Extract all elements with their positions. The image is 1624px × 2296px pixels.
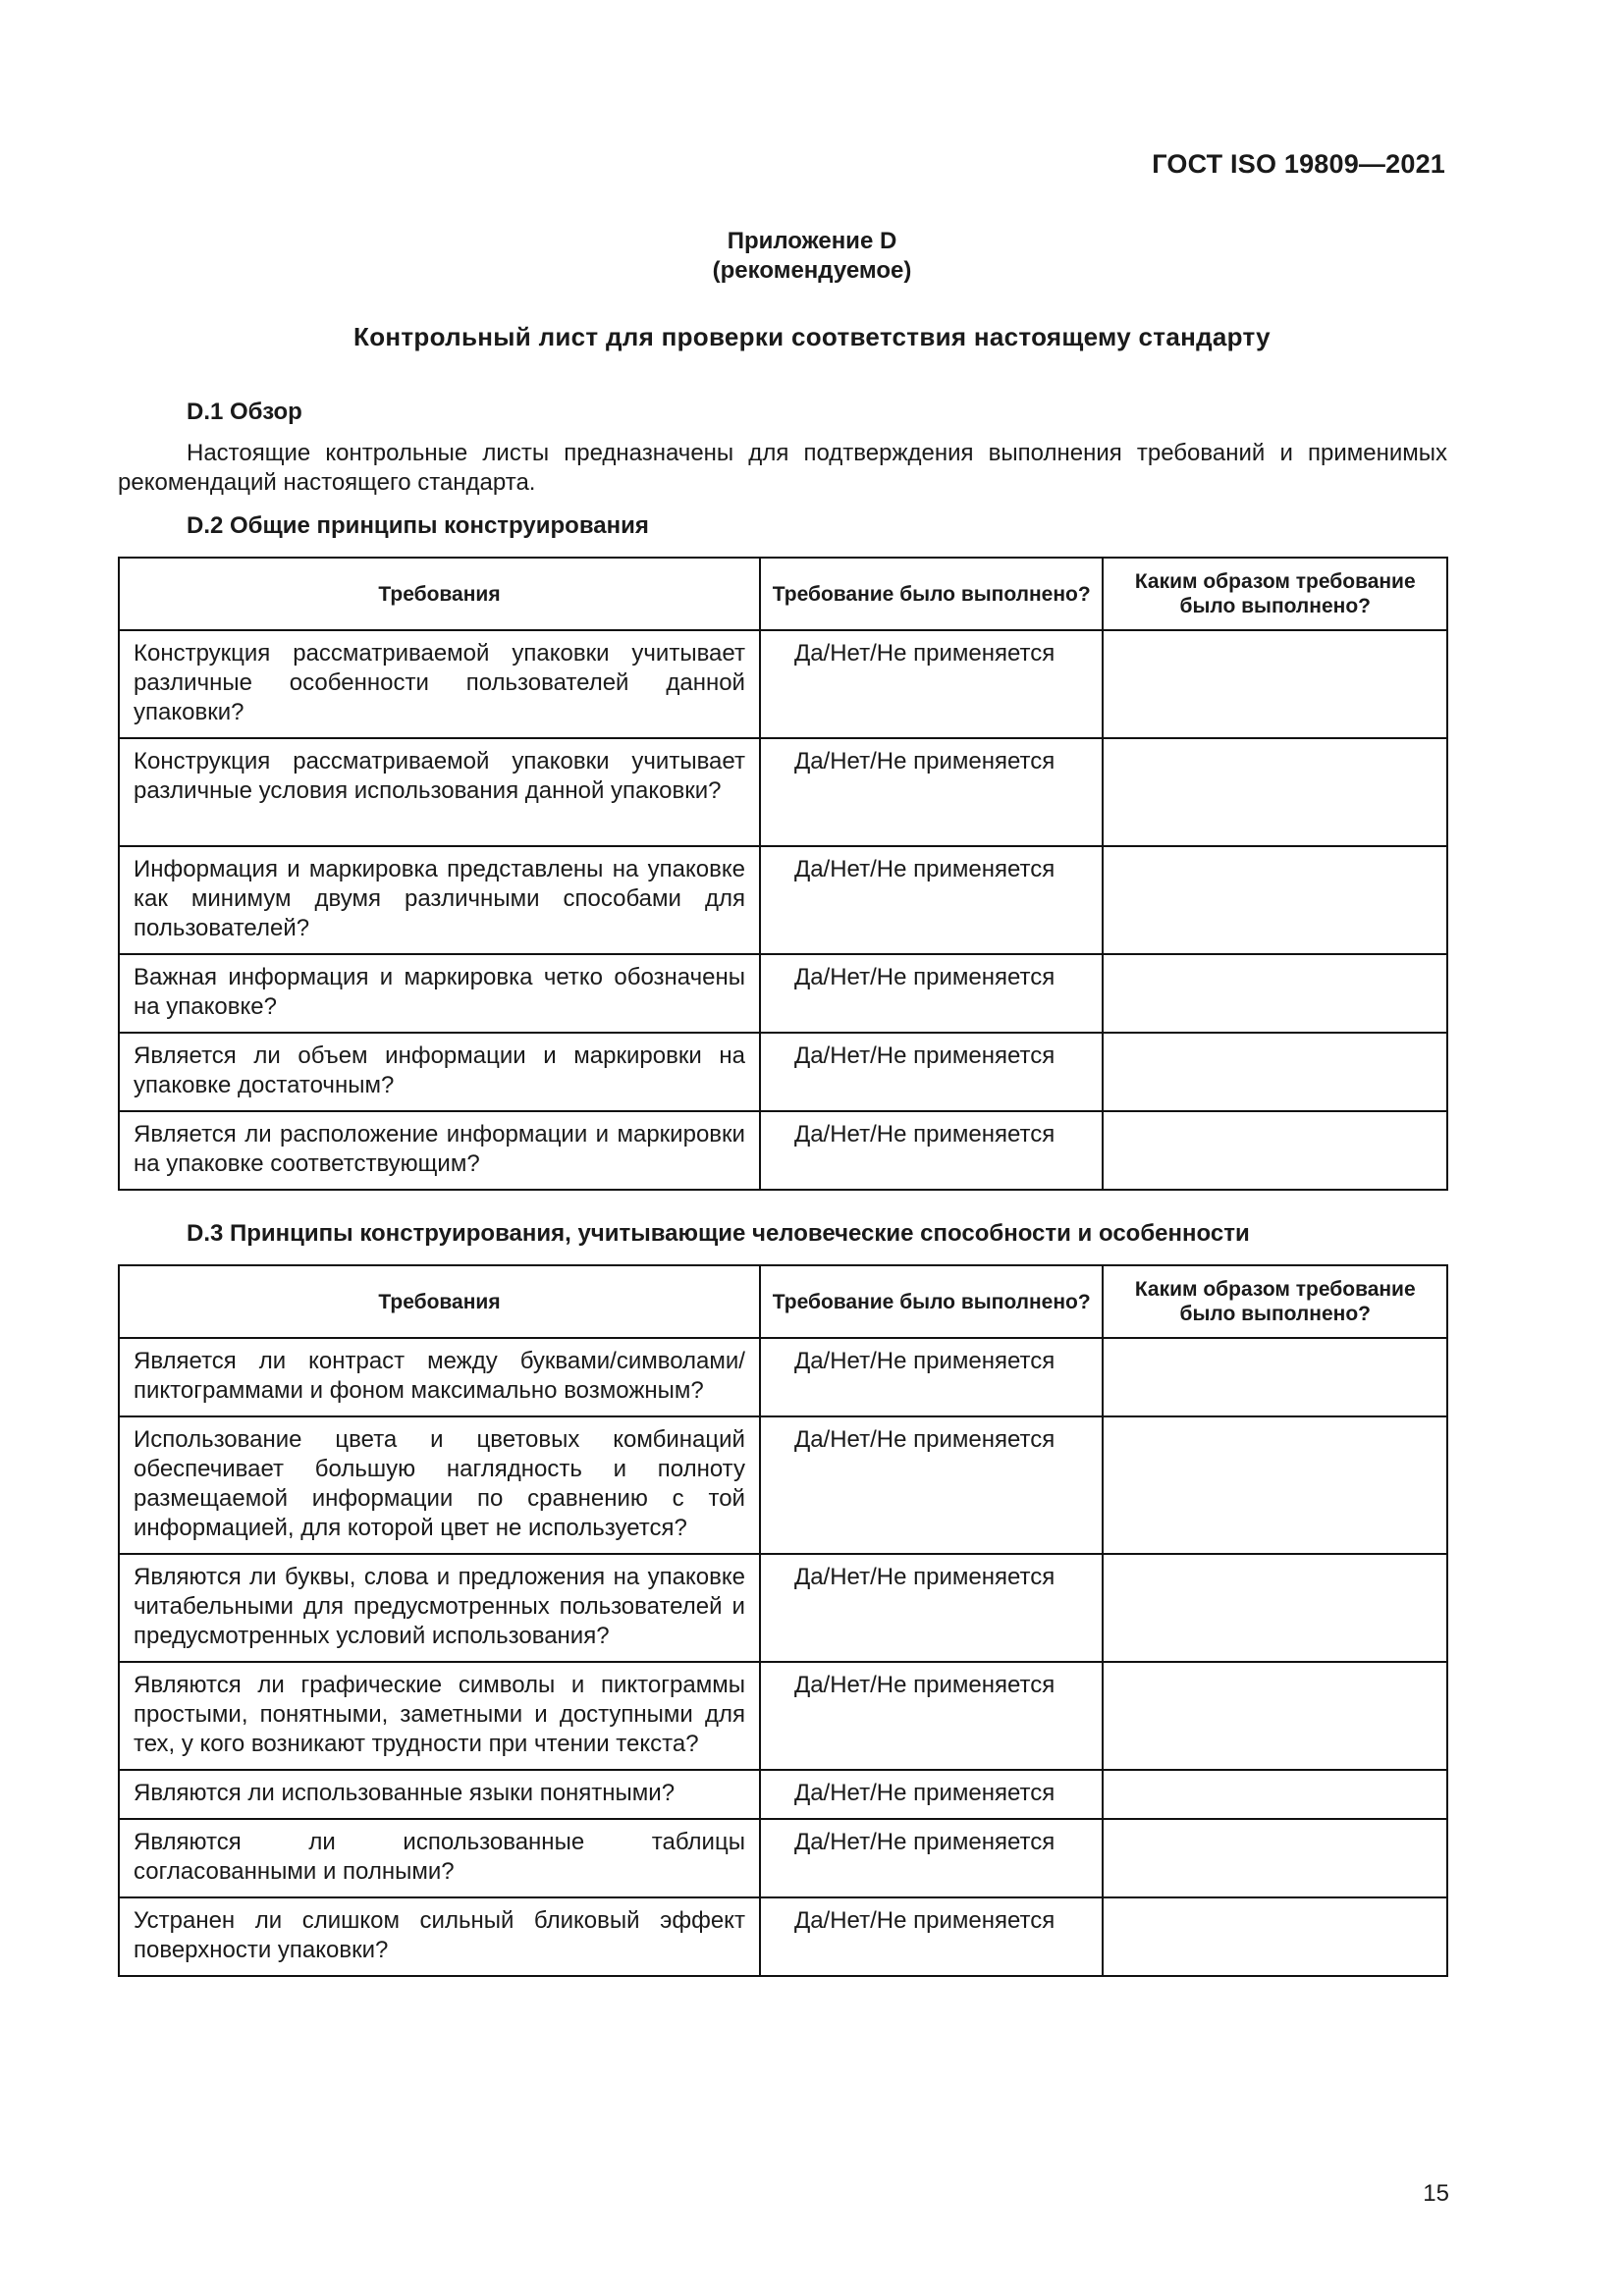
section-heading-overview: D.1 Обзор — [187, 399, 302, 425]
document-code: ГОСТ ISO 19809—2021 — [1152, 149, 1445, 179]
method-cell — [1103, 1416, 1447, 1554]
method-cell — [1103, 630, 1447, 738]
status-cell: Да/Нет/Не применяется — [760, 1111, 1104, 1190]
table-body — [119, 630, 1447, 1190]
table-row — [119, 1897, 1447, 1976]
table-body — [119, 1338, 1447, 1976]
status-cell: Да/Нет/Не применяется — [760, 846, 1104, 954]
checklist-table-general — [118, 557, 1448, 1191]
method-cell — [1103, 1662, 1447, 1770]
status-cell: Да/Нет/Не применяется — [760, 738, 1104, 846]
requirement-cell: Являются ли использованные языки понятными? — [119, 1770, 760, 1819]
column-header-met: Требование было выполнено? — [760, 558, 1104, 630]
requirement-cell: Конструкция рассматриваемой упаковки учитывает различные особенности пользователей данной упаковки? — [119, 630, 760, 738]
column-header-met: Требование было выполнено? — [760, 1265, 1104, 1338]
column-header-requirements: Требования — [119, 1265, 760, 1338]
table-row — [119, 1554, 1447, 1662]
status-cell: Да/Нет/Не применяется — [760, 1819, 1104, 1897]
table-row — [119, 1770, 1447, 1819]
requirement-cell: Информация и маркировка представлены на упаковке как минимум двумя различными способами для пользователей? — [119, 846, 760, 954]
requirement-cell: Использование цвета и цветовых комбинаций обеспечивает большую наглядность и полноту размещаемой информации по сравнению с той информацией, для которой цвет не используется? — [119, 1416, 760, 1554]
table-row — [119, 738, 1447, 846]
method-cell — [1103, 846, 1447, 954]
requirement-cell: Конструкция рассматриваемой упаковки учитывает различные условия использования данной упаковки? — [119, 738, 760, 846]
method-cell — [1103, 1111, 1447, 1190]
table-row — [119, 846, 1447, 954]
method-cell — [1103, 1338, 1447, 1416]
column-header-how: Каким образом требование было выполнено? — [1103, 1265, 1447, 1338]
method-cell — [1103, 1554, 1447, 1662]
requirement-cell: Являются ли буквы, слова и предложения на упаковке читабельными для предусмотренных пользователей и предусмотренных условий использования? — [119, 1554, 760, 1662]
section-heading-human-abilities: D.3 Принципы конструирования, учитывающие человеческие способности и особенности — [187, 1220, 1250, 1247]
table-row — [119, 630, 1447, 738]
appendix-title: Приложение D — [727, 228, 897, 254]
table-row — [119, 1416, 1447, 1554]
method-cell — [1103, 1897, 1447, 1976]
method-cell — [1103, 1033, 1447, 1111]
requirement-cell: Является ли расположение информации и маркировки на упаковке соответствующим? — [119, 1111, 760, 1190]
requirement-cell: Является ли объем информации и маркировки на упаковке достаточным? — [119, 1033, 760, 1111]
table-header-row — [119, 1265, 1447, 1338]
table-header-row — [119, 558, 1447, 630]
requirement-cell: Являются ли использованные таблицы согласованными и полными? — [119, 1819, 760, 1897]
method-cell — [1103, 1770, 1447, 1819]
status-cell: Да/Нет/Не применяется — [760, 1338, 1104, 1416]
section-heading-general-principles: D.2 Общие принципы конструирования — [187, 512, 649, 539]
method-cell — [1103, 738, 1447, 846]
column-header-how: Каким образом требование было выполнено? — [1103, 558, 1447, 630]
document-title: Контрольный лист для проверки соответствия настоящему стандарту — [353, 322, 1271, 351]
method-cell — [1103, 1819, 1447, 1897]
status-cell: Да/Нет/Не применяется — [760, 1554, 1104, 1662]
status-cell: Да/Нет/Не применяется — [760, 1662, 1104, 1770]
table-row — [119, 1662, 1447, 1770]
checklist-table-human-abilities — [118, 1264, 1448, 1977]
table-row — [119, 1338, 1447, 1416]
status-cell: Да/Нет/Не применяется — [760, 630, 1104, 738]
appendix-subtitle: (рекомендуемое) — [712, 257, 912, 284]
intro-paragraph — [118, 439, 1447, 498]
column-header-requirements: Требования — [119, 558, 760, 630]
table-row — [119, 1033, 1447, 1111]
status-cell: Да/Нет/Не применяется — [760, 1770, 1104, 1819]
page-number: 15 — [1423, 2180, 1449, 2207]
requirement-cell: Является ли контраст между буквами/символами/пиктограммами и фоном максимально возможным? — [119, 1338, 760, 1416]
requirement-cell: Важная информация и маркировка четко обозначены на упаковке? — [119, 954, 760, 1033]
requirement-cell: Устранен ли слишком сильный бликовый эффект поверхности упаковки? — [119, 1897, 760, 1976]
table-row — [119, 1819, 1447, 1897]
table-row — [119, 1111, 1447, 1190]
method-cell — [1103, 954, 1447, 1033]
status-cell: Да/Нет/Не применяется — [760, 954, 1104, 1033]
requirement-cell: Являются ли графические символы и пиктограммы простыми, понятными, заметными и доступными для тех, у кого возникают трудности при чтении текста? — [119, 1662, 760, 1770]
status-cell: Да/Нет/Не применяется — [760, 1033, 1104, 1111]
intro-text: Настоящие контрольные листы предназначены для подтверждения выполнения требований и применимых рекомендаций настоящего стандарта. — [118, 440, 1447, 496]
table-row — [119, 954, 1447, 1033]
status-cell: Да/Нет/Не применяется — [760, 1416, 1104, 1554]
status-cell: Да/Нет/Не применяется — [760, 1897, 1104, 1976]
